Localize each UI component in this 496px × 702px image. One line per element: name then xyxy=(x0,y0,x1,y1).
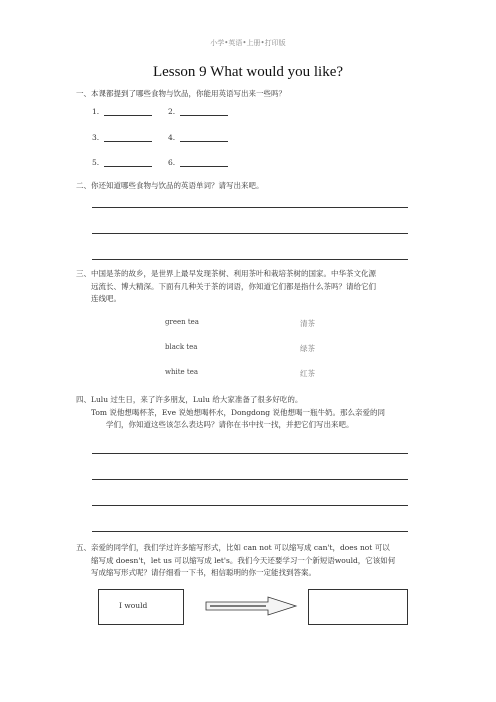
answer-line[interactable] xyxy=(104,133,152,142)
answer-line[interactable] xyxy=(92,453,408,454)
blank-item[interactable]: 5. xyxy=(92,158,152,167)
tea-term-chinese[interactable]: 绿茶 xyxy=(300,344,315,353)
section-4-prompt: 四、Lulu 过生日，来了许多朋友，Lulu 给大家准备了很多好吃的。 Tom 说他想喝杯茶，Eve 说她想喝杯水，Dongdong 说他想喝一瓶牛奶。那么亲爱的同 学们，你知道这些该怎么表达吗？请你在书中找一找，并把它们写出来吧。 xyxy=(76,395,385,429)
answer-line[interactable] xyxy=(180,158,228,167)
contraction-source-text: I would xyxy=(119,601,148,610)
lesson-title: Lesson 9 What would you like? xyxy=(152,64,344,80)
contraction-answer-box[interactable] xyxy=(308,589,408,625)
answer-line[interactable] xyxy=(104,158,152,167)
arrow-right-icon xyxy=(204,596,298,616)
answer-line[interactable] xyxy=(180,133,228,142)
answer-line[interactable] xyxy=(92,233,408,234)
answer-line[interactable] xyxy=(180,107,228,116)
tea-term-english[interactable]: black tea xyxy=(165,343,198,351)
answer-line[interactable] xyxy=(92,259,408,260)
answer-line[interactable] xyxy=(92,479,408,480)
answer-line[interactable] xyxy=(92,505,408,506)
tea-term-english[interactable]: white tea xyxy=(165,368,199,376)
tea-term-english[interactable]: green tea xyxy=(165,318,199,326)
answer-line[interactable] xyxy=(92,207,408,208)
contraction-source-box xyxy=(98,589,184,625)
blank-row-3 xyxy=(92,158,244,167)
blank-row-2 xyxy=(92,133,244,142)
tea-term-chinese[interactable]: 红茶 xyxy=(300,369,315,378)
page-header: 小学•英语•上册•打印版 xyxy=(210,39,286,47)
tea-term-chinese[interactable]: 清茶 xyxy=(300,319,315,328)
blank-row-1 xyxy=(92,107,244,116)
blank-item[interactable]: 4. xyxy=(168,133,228,142)
section-5-prompt: 五、亲爱的同学们，我们学过许多缩写形式，比如 can not 可以缩写成 can't，does not 可以 缩写成 doesn't，let us 可以缩写成 let's。我们今天还要学习一个新短语would，它该如何 写成缩写形式呢？请仔细看一下书，相信聪明的你一定能找到答案。 xyxy=(76,543,396,577)
blank-item[interactable]: 3. xyxy=(92,133,152,142)
blank-item[interactable]: 1. xyxy=(92,107,152,116)
answer-line[interactable] xyxy=(92,531,408,532)
section-3-prompt: 三、中国是茶的故乡，是世界上最早发现茶树、利用茶叶和栽培茶树的国家。中华茶文化源 远流长、博大精深。下面有几种关于茶的词语，你知道它们都是指什么茶吗？请给它们 连线吧。 xyxy=(76,269,376,303)
section-2-prompt: 二、你还知道哪些食物与饮品的英语单词？请写出来吧。 xyxy=(76,181,264,190)
blank-item[interactable]: 2. xyxy=(168,107,228,116)
answer-line[interactable] xyxy=(104,107,152,116)
section-1-prompt: 一、本课都提到了哪些食物与饮品，你能用英语写出来一些吗？ xyxy=(76,89,286,98)
blank-item[interactable]: 6. xyxy=(168,158,228,167)
